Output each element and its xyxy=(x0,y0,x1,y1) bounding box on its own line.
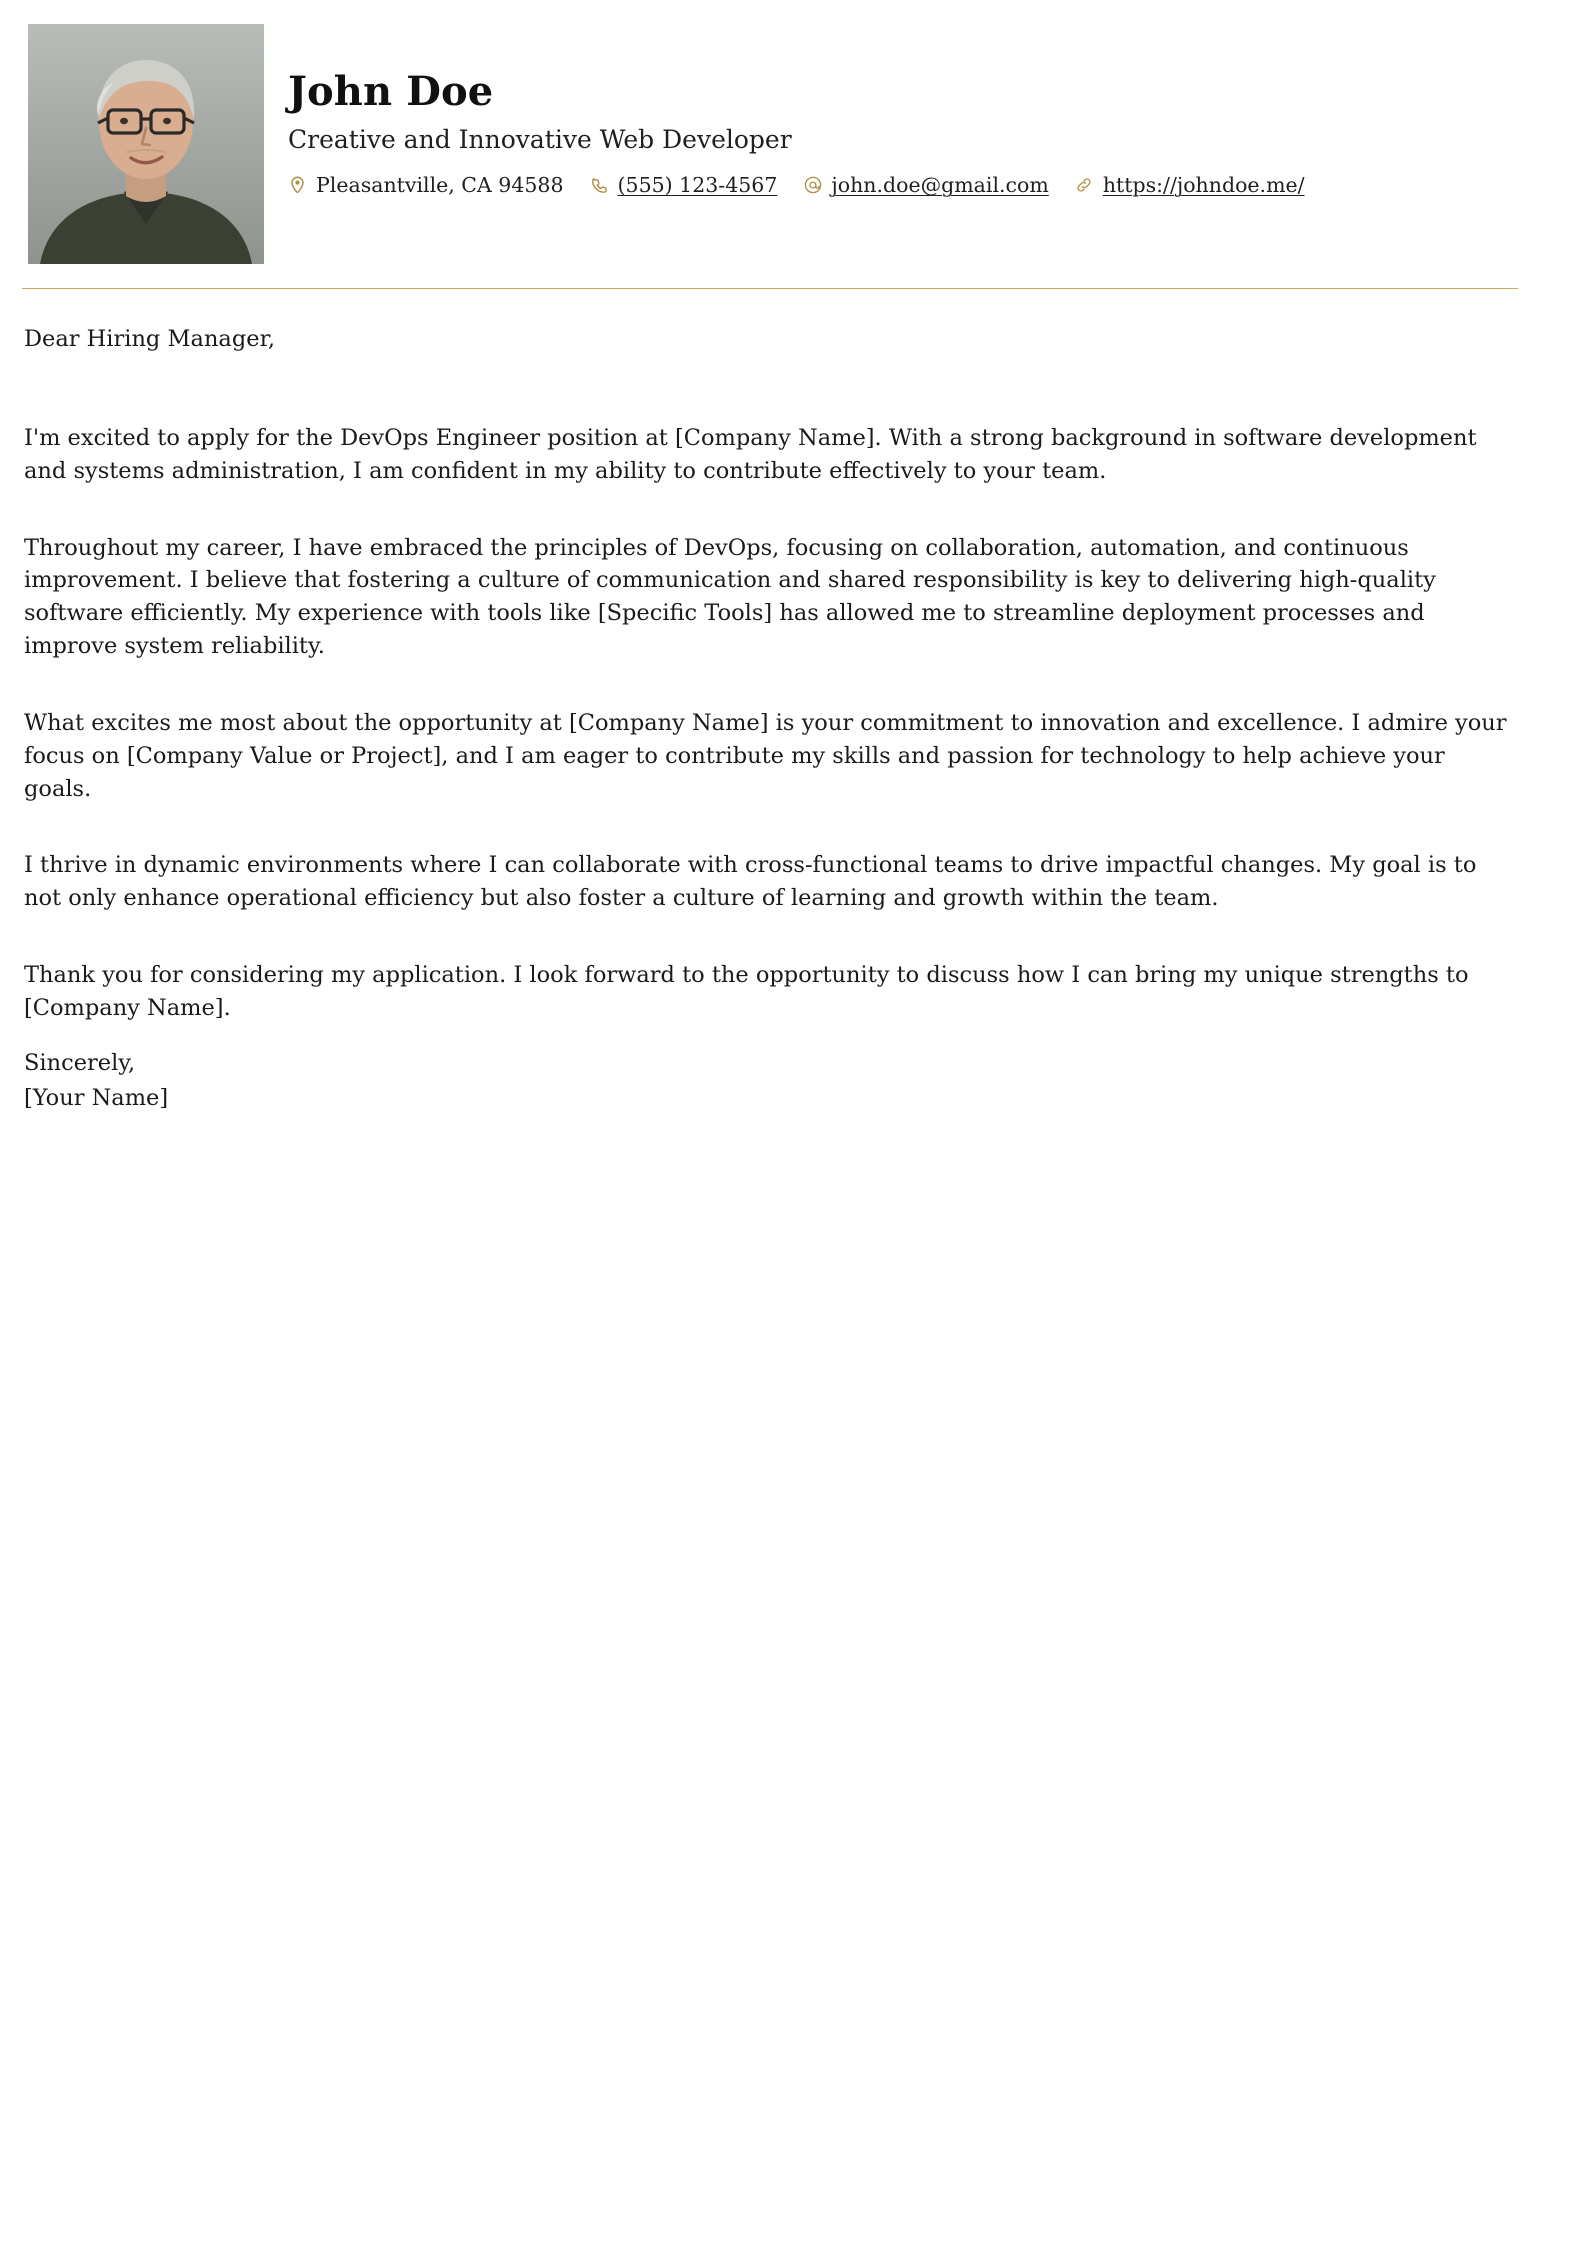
contact-phone-link[interactable]: (555) 123-4567 xyxy=(617,173,778,198)
closing-paragraph: Thank you for considering my application. I look forward to the opportunity to discuss how I can bring my unique strengths to [Company Name]. xyxy=(24,962,1469,1021)
paragraph-3: What excites me most about the opportunity at [Company Name] is your commitment to innovation and excellence. I admire your focus on [Company Value or Project], and I am eager to contribute my skills and passion for technology to help achieve your goals. xyxy=(24,709,1507,802)
contact-location-text: Pleasantville, CA 94588 xyxy=(316,173,564,198)
contact-location xyxy=(288,173,564,197)
contact-website-link[interactable]: https://johndoe.me/ xyxy=(1102,173,1305,198)
email-icon xyxy=(803,176,822,195)
paragraph-1: I'm excited to apply for the DevOps Engineer position at [Company Name]. With a strong background in software development and systems administration, I am confident in my ability to contribute effectively to your team. xyxy=(24,424,1477,484)
link-icon xyxy=(1075,176,1094,195)
paragraph-2: Throughout my career, I have embraced the principles of DevOps, focusing on collaboration, automation, and continuous improvement. I believe that fostering a culture of communication and shared responsibility is key to delivering high-quality software efficiently. My experience with tools like [Specific Tools] has allowed me to streamline deployment processes and improve system reliability. xyxy=(24,534,1436,660)
letter-body xyxy=(22,323,1518,1115)
header-divider xyxy=(22,288,1518,289)
contact-phone[interactable] xyxy=(590,173,778,197)
page-title: John Doe xyxy=(288,68,494,115)
location-pin-icon xyxy=(288,176,307,195)
contact-row xyxy=(288,173,1518,197)
paragraph-4: I thrive in dynamic environments where I can collaborate with cross-functional teams to drive impactful changes. My goal is to not only enhance operational efficiency but also foster a culture of learning and growth within the team. xyxy=(24,852,1477,912)
salutation: Dear Hiring Manager, xyxy=(24,326,276,352)
contact-email-link[interactable]: john.doe@gmail.com xyxy=(831,173,1049,198)
signoff: Sincerely, xyxy=(24,1049,136,1076)
identity-block xyxy=(288,24,1518,197)
signature-name: [Your Name] xyxy=(24,1084,169,1111)
avatar xyxy=(28,24,264,264)
phone-icon xyxy=(590,176,609,195)
contact-website[interactable] xyxy=(1075,173,1305,197)
contact-email[interactable] xyxy=(803,173,1048,197)
header xyxy=(22,24,1518,264)
professional-title: Creative and Innovative Web Developer xyxy=(288,125,792,154)
